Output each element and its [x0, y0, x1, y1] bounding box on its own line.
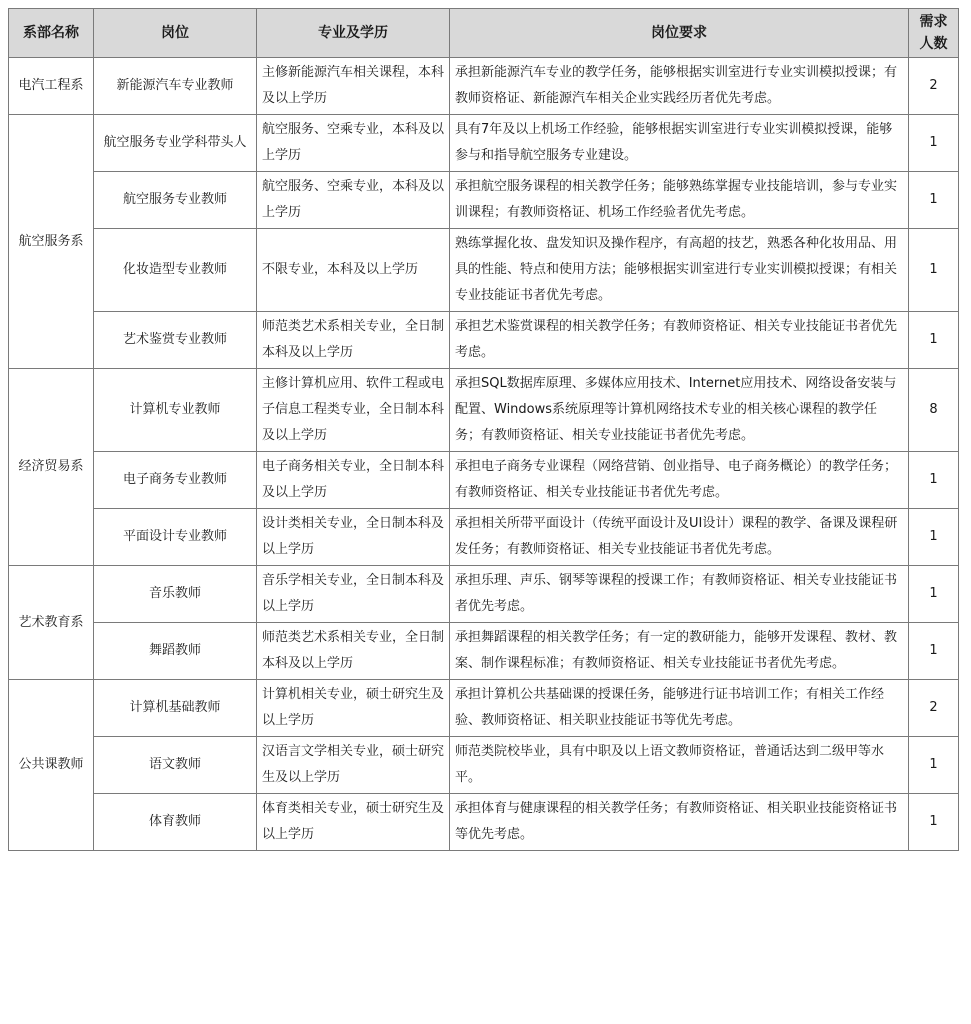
- dept-cell: 电汽工程系: [9, 58, 94, 115]
- major-cell: 师范类艺术系相关专业，全日制本科及以上学历: [257, 312, 450, 369]
- table-row: [9, 369, 959, 452]
- count-cell: 1: [909, 623, 959, 680]
- table-row: [9, 229, 959, 312]
- table-row: [9, 58, 959, 115]
- requirement-cell: 承担航空服务课程的相关教学任务；能够熟练掌握专业技能培训，参与专业实训课程；有教师资格证、机场工作经验者优先考虑。: [450, 172, 909, 229]
- count-cell: 1: [909, 229, 959, 312]
- position-cell: 体育教师: [94, 794, 257, 851]
- major-cell: 航空服务、空乘专业，本科及以上学历: [257, 115, 450, 172]
- count-cell: 2: [909, 680, 959, 737]
- position-cell: 化妆造型专业教师: [94, 229, 257, 312]
- requirement-cell: 熟练掌握化妆、盘发知识及操作程序，有高超的技艺，熟悉各种化妆用品、用具的性能、特点和使用方法；能够根据实训室进行专业实训模拟授课；有相关专业技能证书者优先考虑。: [450, 229, 909, 312]
- position-cell: 语文教师: [94, 737, 257, 794]
- major-cell: 计算机相关专业，硕士研究生及以上学历: [257, 680, 450, 737]
- requirement-cell: 承担体育与健康课程的相关教学任务；有教师资格证、相关职业技能资格证书等优先考虑。: [450, 794, 909, 851]
- major-cell: 设计类相关专业，全日制本科及以上学历: [257, 509, 450, 566]
- position-cell: 航空服务专业教师: [94, 172, 257, 229]
- dept-cell: 公共课教师: [9, 680, 94, 851]
- requirement-cell: 承担电子商务专业课程（网络营销、创业指导、电子商务概论）的教学任务；有教师资格证、相关专业技能证书者优先考虑。: [450, 452, 909, 509]
- major-cell: 电子商务相关专业，全日制本科及以上学历: [257, 452, 450, 509]
- position-cell: 平面设计专业教师: [94, 509, 257, 566]
- position-cell: 电子商务专业教师: [94, 452, 257, 509]
- count-cell: 1: [909, 794, 959, 851]
- position-cell: 音乐教师: [94, 566, 257, 623]
- table-row: [9, 115, 959, 172]
- major-cell: 主修新能源汽车相关课程，本科及以上学历: [257, 58, 450, 115]
- table-row: [9, 566, 959, 623]
- position-cell: 计算机基础教师: [94, 680, 257, 737]
- position-cell: 航空服务专业学科带头人: [94, 115, 257, 172]
- dept-cell: 艺术教育系: [9, 566, 94, 680]
- requirement-cell: 具有7年及以上机场工作经验，能够根据实训室进行专业实训模拟授课，能够参与和指导航空服务专业建设。: [450, 115, 909, 172]
- table-row: [9, 794, 959, 851]
- table-header-row: [9, 9, 959, 58]
- position-cell: 新能源汽车专业教师: [94, 58, 257, 115]
- count-cell: 1: [909, 115, 959, 172]
- table-row: [9, 737, 959, 794]
- header-requirement: 岗位要求: [450, 9, 909, 58]
- count-cell: 1: [909, 737, 959, 794]
- major-cell: 航空服务、空乘专业，本科及以上学历: [257, 172, 450, 229]
- major-cell: 音乐学相关专业，全日制本科及以上学历: [257, 566, 450, 623]
- position-cell: 艺术鉴赏专业教师: [94, 312, 257, 369]
- major-cell: 师范类艺术系相关专业，全日制本科及以上学历: [257, 623, 450, 680]
- count-cell: 1: [909, 172, 959, 229]
- position-cell: 计算机专业教师: [94, 369, 257, 452]
- count-cell: 8: [909, 369, 959, 452]
- requirement-cell: 承担相关所带平面设计（传统平面设计及UI设计）课程的教学、备课及课程研发任务；有教师资格证、相关专业技能证书者优先考虑。: [450, 509, 909, 566]
- table-row: [9, 509, 959, 566]
- requirement-cell: 承担SQL数据库原理、多媒体应用技术、Internet应用技术、网络设备安装与配置、Windows系统原理等计算机网络技术专业的相关核心课程的教学任务；有教师资格证、相关专业技能证书者优先考虑。: [450, 369, 909, 452]
- requirement-cell: 师范类院校毕业，具有中职及以上语文教师资格证，普通话达到二级甲等水平。: [450, 737, 909, 794]
- header-dept: 系部名称: [9, 9, 94, 58]
- major-cell: 主修计算机应用、软件工程或电子信息工程类专业，全日制本科及以上学历: [257, 369, 450, 452]
- dept-cell: 航空服务系: [9, 115, 94, 369]
- recruitment-table-wrapper: [8, 8, 959, 851]
- major-cell: 体育类相关专业，硕士研究生及以上学历: [257, 794, 450, 851]
- count-cell: 1: [909, 452, 959, 509]
- count-cell: 1: [909, 566, 959, 623]
- major-cell: 汉语言文学相关专业，硕士研究生及以上学历: [257, 737, 450, 794]
- header-position: 岗位: [94, 9, 257, 58]
- requirement-cell: 承担艺术鉴赏课程的相关教学任务；有教师资格证、相关专业技能证书者优先考虑。: [450, 312, 909, 369]
- table-row: [9, 452, 959, 509]
- position-cell: 舞蹈教师: [94, 623, 257, 680]
- header-count: 需求人数: [909, 9, 959, 58]
- table-row: [9, 680, 959, 737]
- table-row: [9, 312, 959, 369]
- recruitment-table: [8, 8, 959, 851]
- dept-cell: 经济贸易系: [9, 369, 94, 566]
- major-cell: 不限专业，本科及以上学历: [257, 229, 450, 312]
- table-row: [9, 172, 959, 229]
- header-major: 专业及学历: [257, 9, 450, 58]
- requirement-cell: 承担乐理、声乐、钢琴等课程的授课工作；有教师资格证、相关专业技能证书者优先考虑。: [450, 566, 909, 623]
- table-row: [9, 623, 959, 680]
- count-cell: 1: [909, 509, 959, 566]
- requirement-cell: 承担舞蹈课程的相关教学任务；有一定的教研能力，能够开发课程、教材、教案、制作课程标准；有教师资格证、相关专业技能证书者优先考虑。: [450, 623, 909, 680]
- requirement-cell: 承担计算机公共基础课的授课任务，能够进行证书培训工作；有相关工作经验、教师资格证、相关职业技能证书等优先考虑。: [450, 680, 909, 737]
- count-cell: 2: [909, 58, 959, 115]
- count-cell: 1: [909, 312, 959, 369]
- requirement-cell: 承担新能源汽车专业的教学任务，能够根据实训室进行专业实训模拟授课；有教师资格证、新能源汽车相关企业实践经历者优先考虑。: [450, 58, 909, 115]
